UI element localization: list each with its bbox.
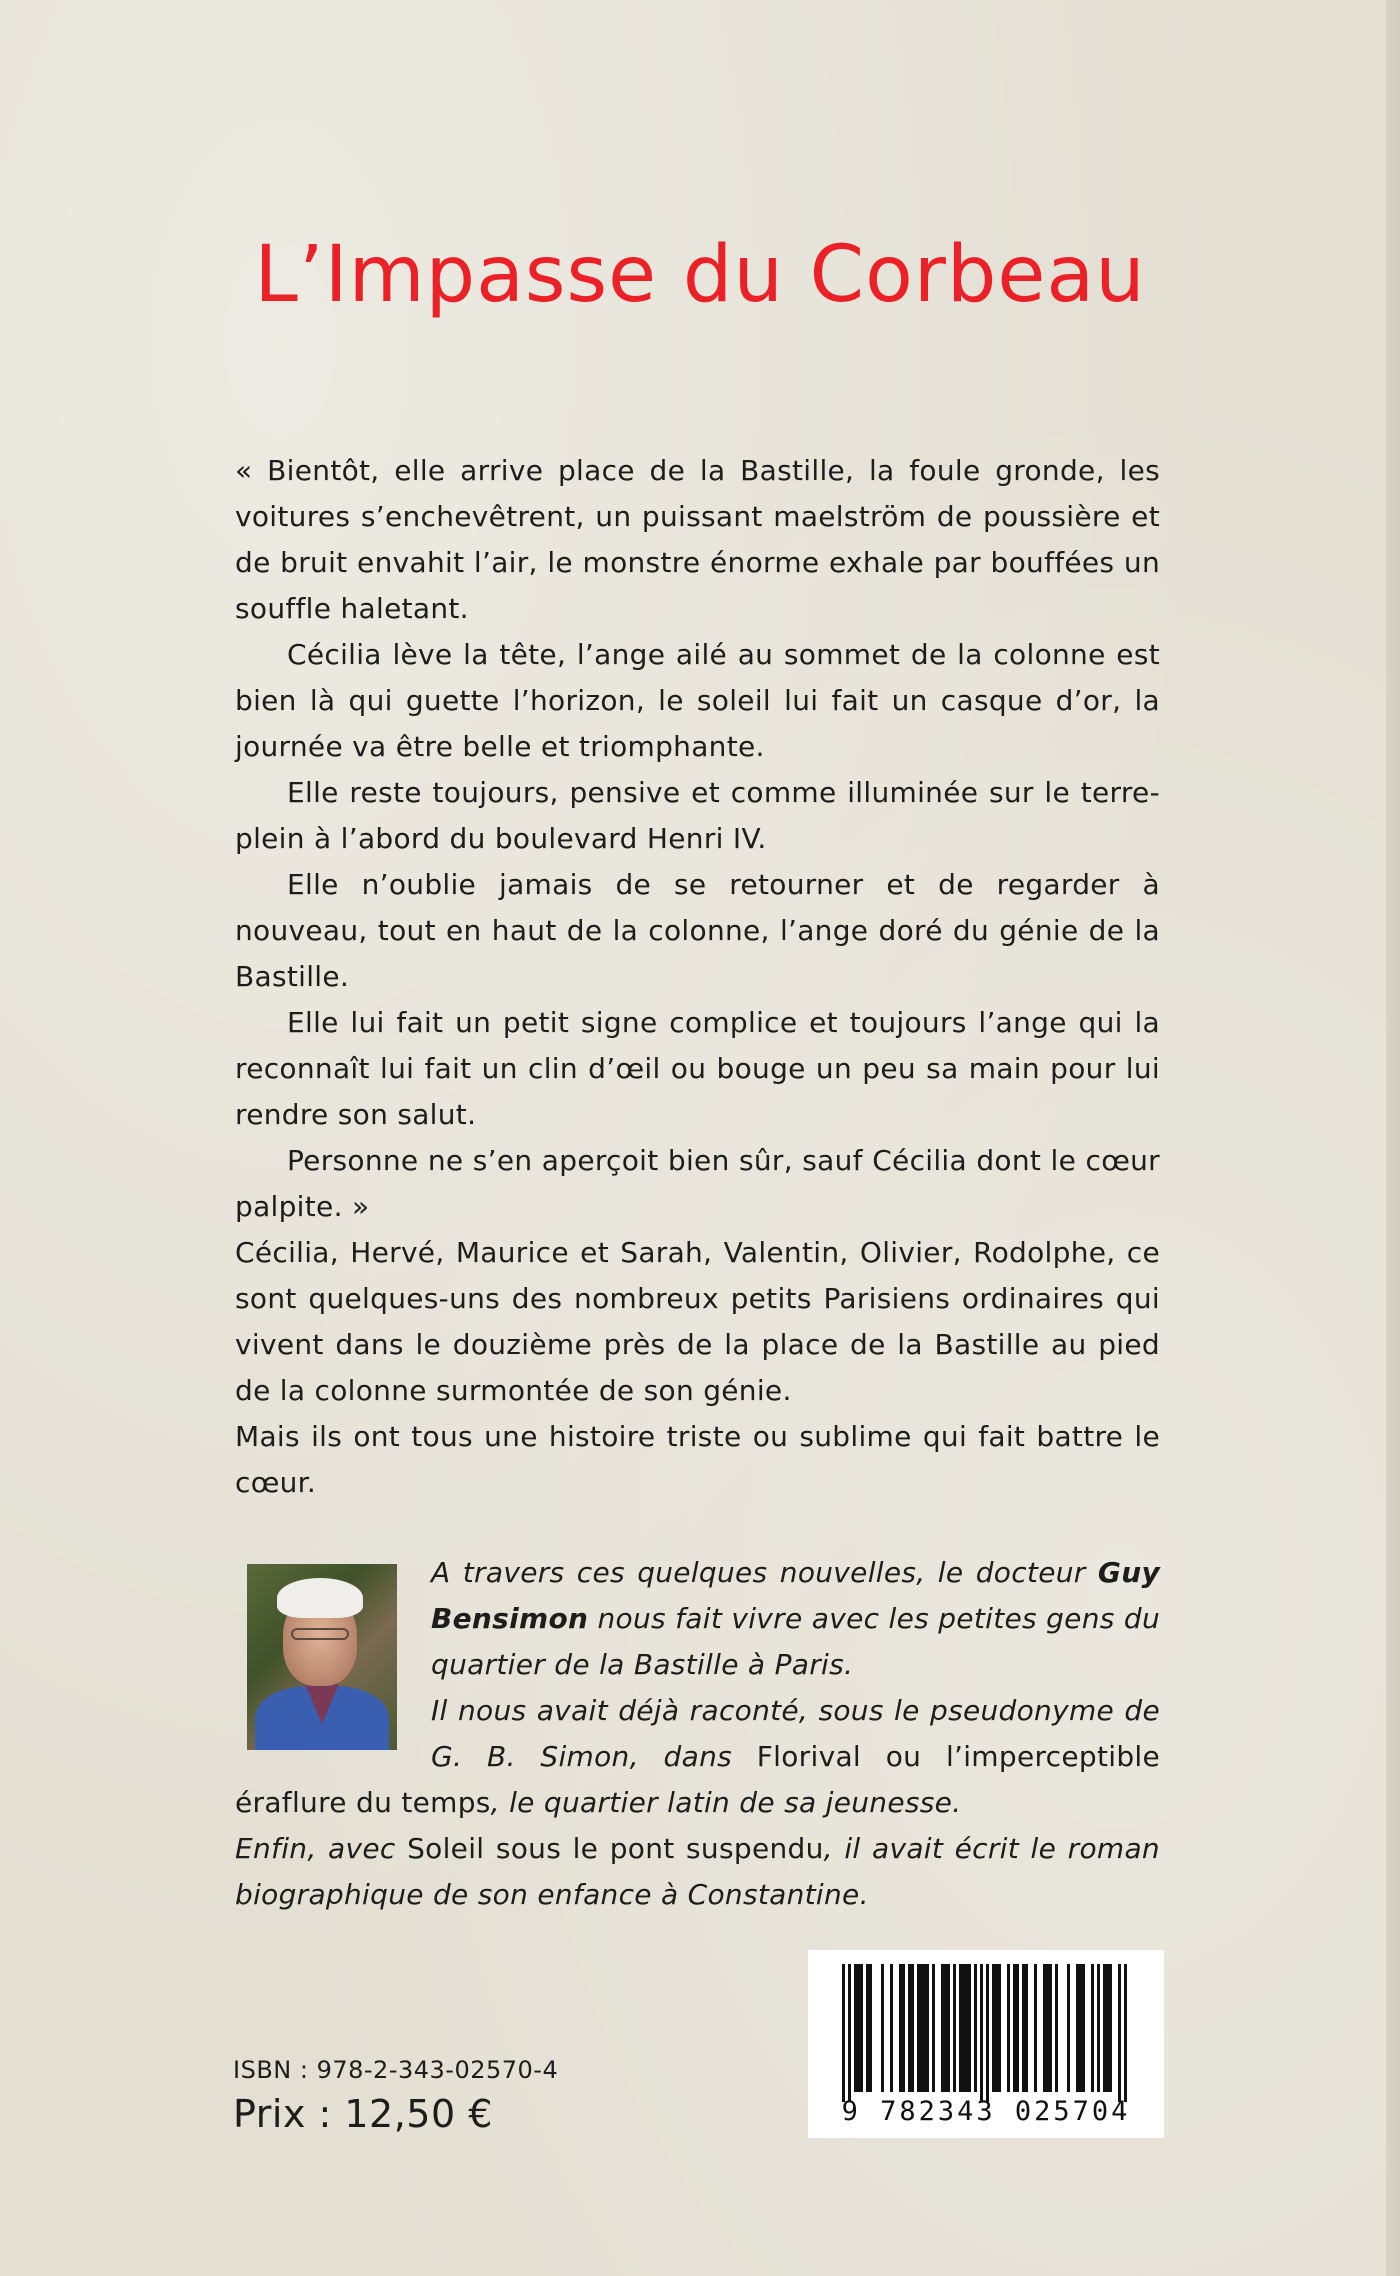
barcode-bar [1097, 1964, 1100, 2092]
isbn: ISBN : 978-2-343-02570-4 [233, 2056, 559, 2084]
barcode-bar [1013, 1964, 1016, 2092]
book-summary [235, 1230, 1160, 1506]
barcode-bar [944, 1964, 947, 2092]
excerpt-quote [235, 448, 1160, 1230]
barcode-bar [1124, 1964, 1127, 2102]
bio-text: nous fait vivre avec les petites gens du quartier de la Bastille à Paris. [431, 1602, 1160, 1681]
barcode-bar [965, 1964, 968, 2092]
barcode-bar [1049, 1964, 1052, 2092]
bio-text: , le quartier latin de sa jeunesse. [490, 1786, 962, 1819]
barcode-bar [1016, 1964, 1019, 2092]
excerpt-paragraph: Elle reste toujours, pensive et comme illuminée sur le terre-plein à l’abord du boulevard Henri IV. [235, 776, 1160, 855]
author-pseudonym: G. B. Simon [431, 1740, 630, 1773]
photo-glasses [291, 1628, 349, 1640]
barcode-bar [923, 1964, 926, 2092]
barcode [808, 1950, 1164, 2138]
author-name: Guy Bensimon [431, 1556, 1160, 1635]
barcode-bar [1076, 1964, 1079, 2092]
author-bio-paragraph-3 [235, 1826, 1160, 1918]
barcode-bar [968, 1964, 971, 2092]
excerpt-paragraph: Elle lui fait un petit signe complice et toujours l’ange qui la reconnaît lui fait un clin d’œil ou bouge un peu sa main pour lui rendre son salut. [235, 1006, 1160, 1131]
barcode-bar [941, 1964, 944, 2092]
barcode-bar [953, 1964, 956, 2092]
barcode-bar [1109, 1964, 1112, 2092]
barcode-bar [920, 1964, 923, 2092]
barcode-bar [962, 1964, 965, 2092]
barcode-bar [1046, 1964, 1049, 2092]
barcode-bar [908, 1964, 911, 2092]
bio-text: A travers ces quelques nouvelles, le docteur [431, 1556, 1098, 1589]
barcode-bar [986, 1964, 989, 2102]
barcode-bar [1103, 1964, 1106, 2092]
barcode-bar [902, 1964, 905, 2092]
bio-text: Enfin, avec [235, 1832, 408, 1865]
bio-text: , il avait écrit le roman biographique de son enfance à Constantine. [235, 1832, 1160, 1911]
barcode-bar [992, 1964, 995, 2092]
barcode-bar [854, 1964, 857, 2092]
barcode-bar [1079, 1964, 1082, 2092]
barcode-bar [890, 1964, 893, 2092]
excerpt-paragraph: Cécilia lève la tête, l’ange ailé au sommet de la colonne est bien là qui guette l’horizon, le soleil lui fait un casque d’or, la journée va être belle et triomphante. [235, 638, 1160, 763]
barcode-bar [857, 1964, 860, 2092]
summary-paragraph: Mais ils ont tous une histoire triste ou sublime qui fait battre le cœur. [235, 1420, 1160, 1499]
barcode-bar [995, 1964, 998, 2092]
book-title-soleil: Soleil sous le pont suspendu [407, 1832, 824, 1865]
barcode-bar [917, 1964, 920, 2092]
barcode-bar [860, 1964, 863, 2092]
barcode-bar [932, 1964, 935, 2092]
barcode-bar [1082, 1964, 1085, 2092]
price: Prix : 12,50 € [233, 2092, 493, 2136]
barcode-bar [866, 1964, 869, 2092]
barcode-bar [869, 1964, 872, 2092]
barcode-bar [842, 1964, 845, 2102]
barcode-bar [1025, 1964, 1028, 2092]
book-title-florival: Florival ou l’imperceptible éraflure du temps [235, 1740, 1161, 1819]
barcode-bar [947, 1964, 950, 2092]
barcode-bar [1034, 1964, 1037, 2092]
barcode-bar [998, 1964, 1001, 2092]
summary-paragraph: Cécilia, Hervé, Maurice et Sarah, Valentin, Olivier, Rodolphe, ce sont quelques-uns des nombreux petits Parisiens ordinaires qui vivent dans le douzième près de la place de la Bastille au pied de la colonne surmontée de son génie. [235, 1236, 1160, 1407]
excerpt-paragraph: Elle n’oublie jamais de se retourner et de regarder à nouveau, tout en haut de la colonne, l’ange doré du génie de la Bastille. [235, 868, 1160, 993]
author-photo [247, 1564, 397, 1750]
book-title: L’Impasse du Corbeau [254, 230, 1146, 320]
barcode-bar [911, 1964, 914, 2092]
barcode-bar [980, 1964, 983, 2102]
barcode-bar [1106, 1964, 1109, 2092]
barcode-bar [1043, 1964, 1046, 2092]
barcode-bar [881, 1964, 884, 2092]
barcode-number: 9 782343 025704 [841, 2096, 1131, 2127]
barcode-bar [899, 1964, 902, 2092]
excerpt-paragraph: Personne ne s’en aperçoit bien sûr, sauf Cécilia dont le cœur palpite. » [235, 1144, 1160, 1223]
bio-text: , dans [629, 1740, 757, 1773]
barcode-bar [1067, 1964, 1070, 2092]
barcode-bar [1022, 1964, 1025, 2092]
cover-edge [1386, 0, 1400, 2276]
barcode-bar [1091, 1964, 1094, 2092]
photo-hair [277, 1578, 363, 1618]
barcode-bar [848, 1964, 851, 2102]
barcode-bar [1055, 1964, 1058, 2092]
barcode-bar [974, 1964, 977, 2092]
bio-text: Il nous avait déjà raconté, sous le pseudonyme de [431, 1694, 1160, 1727]
barcode-bar [1118, 1964, 1121, 2102]
barcode-bar [1007, 1964, 1010, 2092]
author-bio [235, 1550, 1160, 1918]
barcode-bar [959, 1964, 962, 2092]
excerpt-paragraph: « Bientôt, elle arrive place de la Bastille, la foule gronde, les voitures s’enchevêtrent, un puissant maelström de poussière et de bruit envahit l’air, le monstre énorme exhale par bouffées un souffle haletant. [235, 454, 1160, 625]
barcode-bar [926, 1964, 929, 2092]
